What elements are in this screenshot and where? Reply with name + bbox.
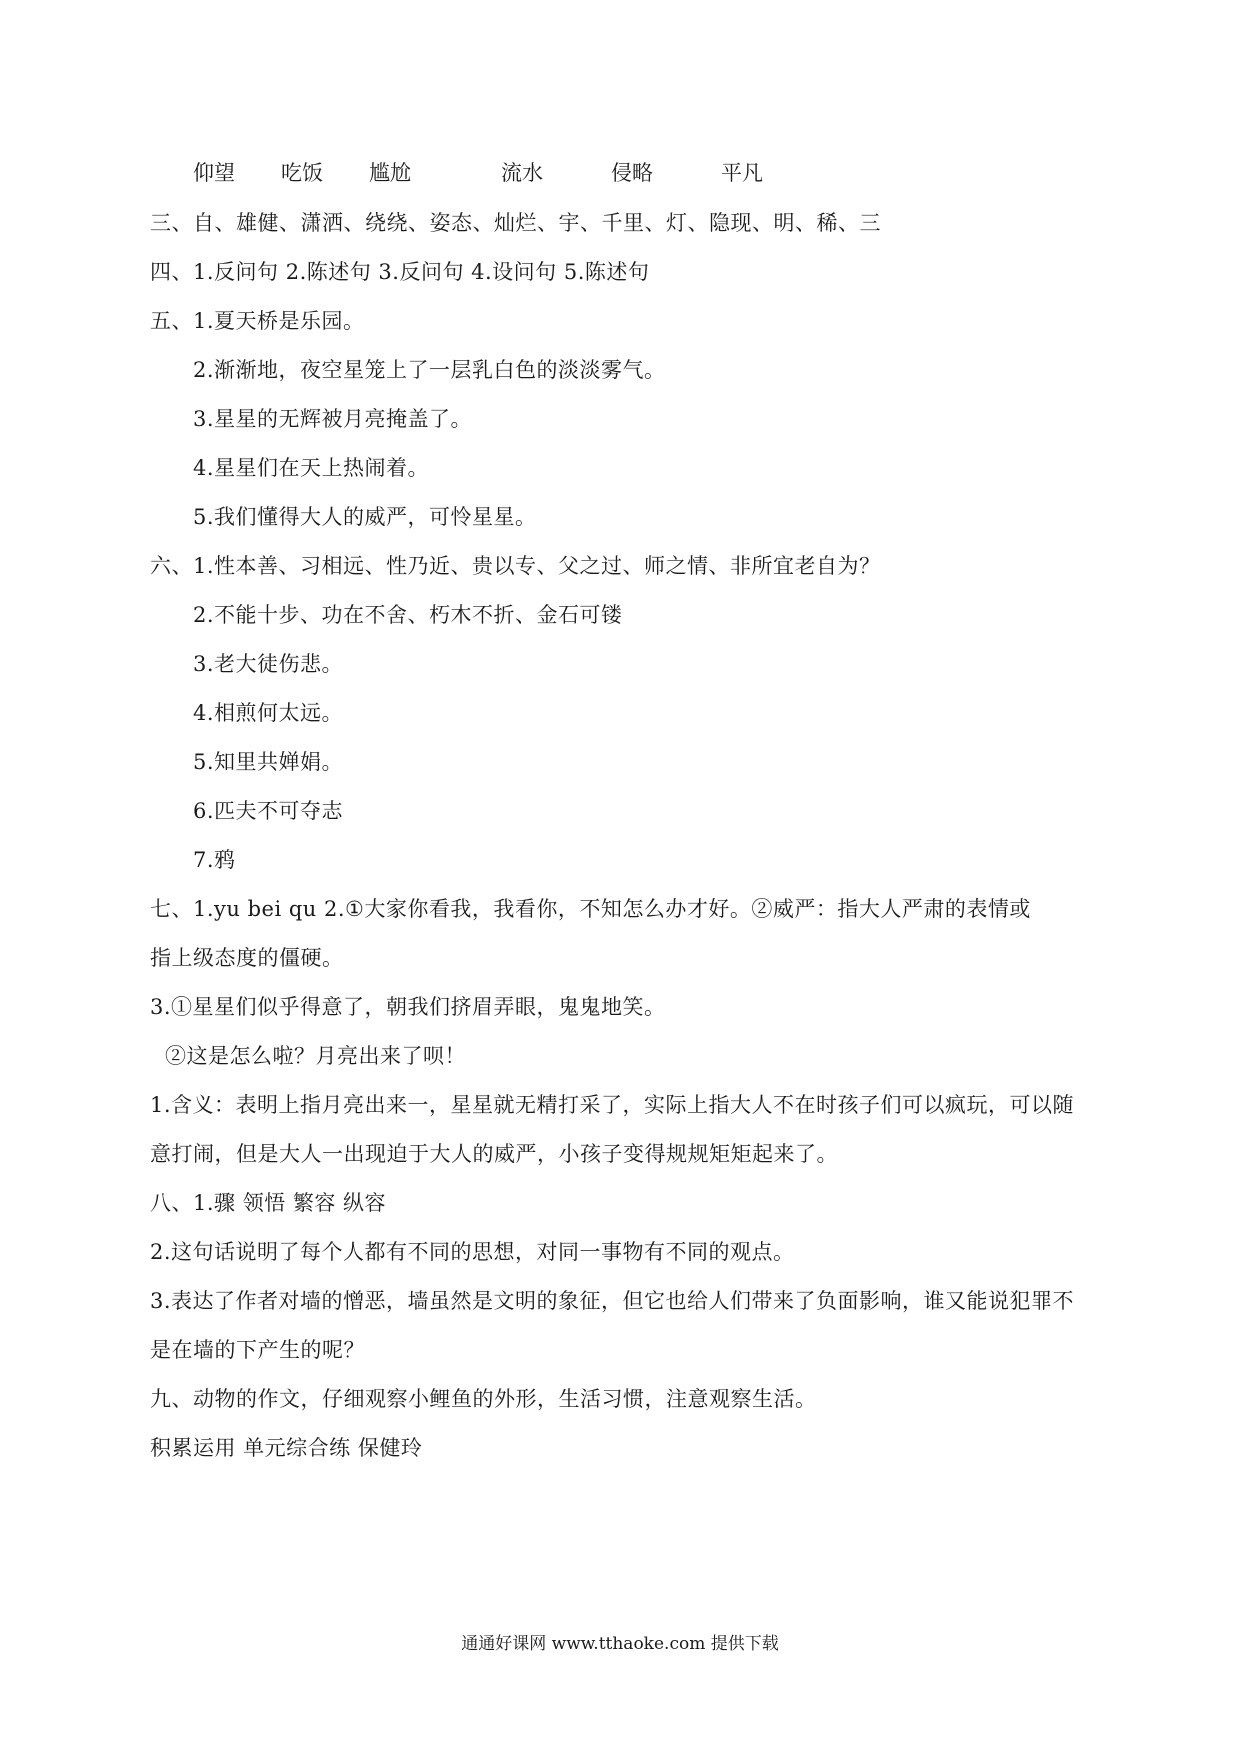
answer-section-9: 九、动物的作文，仔细观察小鲤鱼的外形，生活习惯，注意观察生活。	[150, 1387, 817, 1411]
answer-section-5-item-4: 4.星星们在天上热闹着。	[193, 456, 430, 480]
answer-section-7-item-3: 3.①星星们似乎得意了，朝我们挤眉弄眼，鬼鬼地笑。	[150, 995, 666, 1019]
word-pingfan: 平凡	[721, 161, 763, 185]
answer-section-8-item-2: 2.这句话说明了每个人都有不同的思想，对同一事物有不同的观点。	[150, 1240, 795, 1264]
word-yangwang: 仰望	[193, 161, 235, 185]
answer-section-4: 四、1.反问句 2.陈述句 3.反问句 4.设问句 5.陈述句	[150, 260, 650, 284]
answer-section-8-item-3-line-1: 3.表达了作者对墙的憎恶，墙虽然是文明的象征，但它也给人们带来了负面影响，谁又能说犯罪不	[150, 1289, 1075, 1313]
answer-section-7-line-1: 七、1.yu bei qu 2.①大家你看我，我看你，不知怎么办才好。②威严：指大人严肃的表情或	[150, 897, 1031, 921]
answer-section-5-item-3: 3.星星的无辉被月亮掩盖了。	[193, 407, 473, 431]
word-liushui: 流水	[501, 161, 543, 185]
answer-section-3: 三、自、雄健、潇洒、绕绕、姿态、灿烂、宇、千里、灯、隐现、明、稀、三	[150, 211, 881, 235]
answer-section-6-item-1: 六、1.性本善、习相远、性乃近、贵以专、父之过、师之情、非所宜老自为？	[150, 554, 881, 578]
answer-section-6-item-3: 3.老大徒伤悲。	[193, 652, 344, 676]
answer-section-6-item-6: 6.匹夫不可夺志	[193, 799, 344, 823]
answer-section-5-item-1: 五、1.夏天桥是乐园。	[150, 309, 365, 333]
section-footer-labels: 积累运用 单元综合练 保健玲	[150, 1436, 423, 1460]
answer-section-6-item-5: 5.知里共婵娟。	[193, 750, 344, 774]
answer-section-6-item-2: 2.不能十步、功在不舍、朽木不折、金石可镂	[193, 603, 623, 627]
answer-section-7-line-2: 指上级态度的僵硬。	[150, 946, 344, 970]
answer-section-6-item-4: 4.相煎何太远。	[193, 701, 344, 725]
answer-section-8-item-3-line-2: 是在墙的下产生的呢？	[150, 1338, 365, 1362]
word-chifan: 吃饭	[281, 161, 323, 185]
answer-section-7-item-3b: ②这是怎么啦？月亮出来了呗！	[165, 1044, 466, 1068]
answer-section-5-item-2: 2.渐渐地，夜空星笼上了一层乳白色的淡淡雾气。	[193, 358, 666, 382]
answer-section-6-item-7: 7.鸦	[193, 848, 236, 872]
answer-section-8-item-1: 八、1.骤 领悟 繁容 纵容	[150, 1191, 387, 1215]
answer-section-7-meaning-line-1: 1.含义：表明上指月亮出来一，星星就无精打采了，实际上指大人不在时孩子们可以疯玩，可以随	[150, 1093, 1075, 1117]
word-ganga: 尴尬	[369, 161, 411, 185]
page-footer: 通通好课网 www.tthaoke.com 提供下载	[461, 1634, 779, 1654]
answer-section-5-item-5: 5.我们懂得大人的威严，可怜星星。	[193, 505, 537, 529]
answer-section-7-meaning-line-2: 意打闹，但是大人一出现迫于大人的威严，小孩子变得规规矩矩起来了。	[150, 1142, 838, 1166]
word-qinlue: 侵略	[611, 161, 653, 185]
